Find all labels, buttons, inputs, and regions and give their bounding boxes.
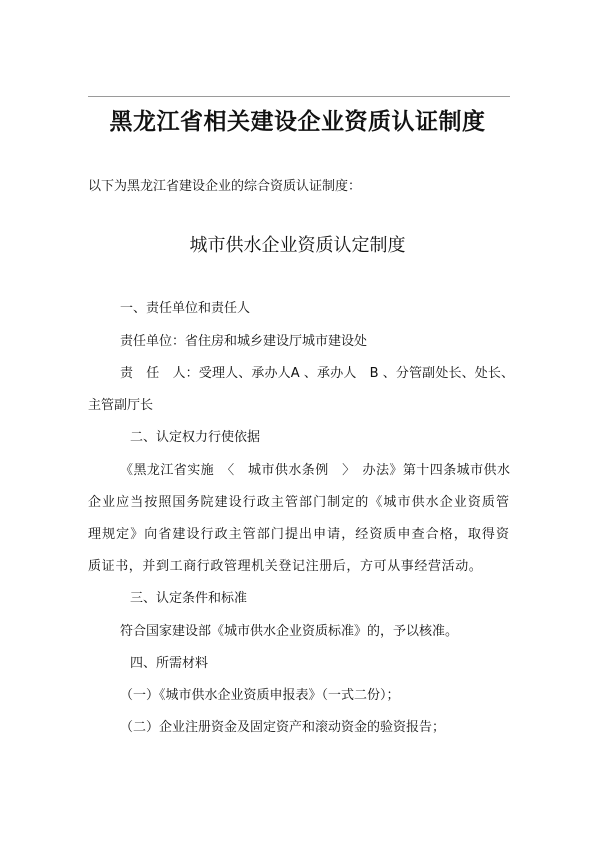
header-rule bbox=[88, 96, 510, 97]
basis-paragraph-line-2: 企业应当按照国务院建设行政主管部门制定的《城市供水企业资质管 bbox=[88, 495, 509, 510]
section-2-heading: 二、认定权力行使依据 bbox=[130, 430, 261, 445]
basis-paragraph-line-3: 理规定》向省建设行政主管部门提出申请，经资质申查合格，取得资 bbox=[88, 527, 509, 542]
section-subtitle: 城市供水企业资质认定制度 bbox=[189, 235, 406, 256]
section-1-heading: 一、责任单位和责任人 bbox=[120, 301, 251, 316]
basis-paragraph-line-1: 《黑龙江省实施 〈 城市供水条例 〉 办法》第十四条城市供水 bbox=[120, 463, 510, 478]
basis-paragraph-line-4: 质证书，并到工商行政管理机关登记注册后，方可从事经营活动。 bbox=[88, 559, 483, 574]
responsible-person-continuation: 主管副厅长 bbox=[88, 398, 154, 413]
section-4-heading: 四、所需材料 bbox=[130, 656, 209, 671]
materials-item-1: （一）《城市供水企业资质申报表》（一式二份）； bbox=[120, 688, 400, 703]
materials-item-2: （二）企业注册资金及固定资产和滚动资金的验资报告； bbox=[120, 720, 446, 735]
responsible-unit-line: 责任单位：省住房和城乡建设厅城市建设处 bbox=[120, 334, 368, 349]
section-3-heading: 三、认定条件和标准 bbox=[130, 591, 248, 606]
responsible-person-line: 责 任 人：受理人、承办人A 、承办人 B 、分管副处长、处长、 bbox=[120, 366, 514, 381]
standards-paragraph: 符合国家建设部《城市供水企业资质标准》的，予以核准。 bbox=[120, 624, 459, 639]
intro-paragraph: 以下为黑龙江省建设企业的综合资质认证制度： bbox=[88, 179, 362, 194]
document-title: 黑龙江省相关建设企业资质认证制度 bbox=[109, 109, 486, 135]
